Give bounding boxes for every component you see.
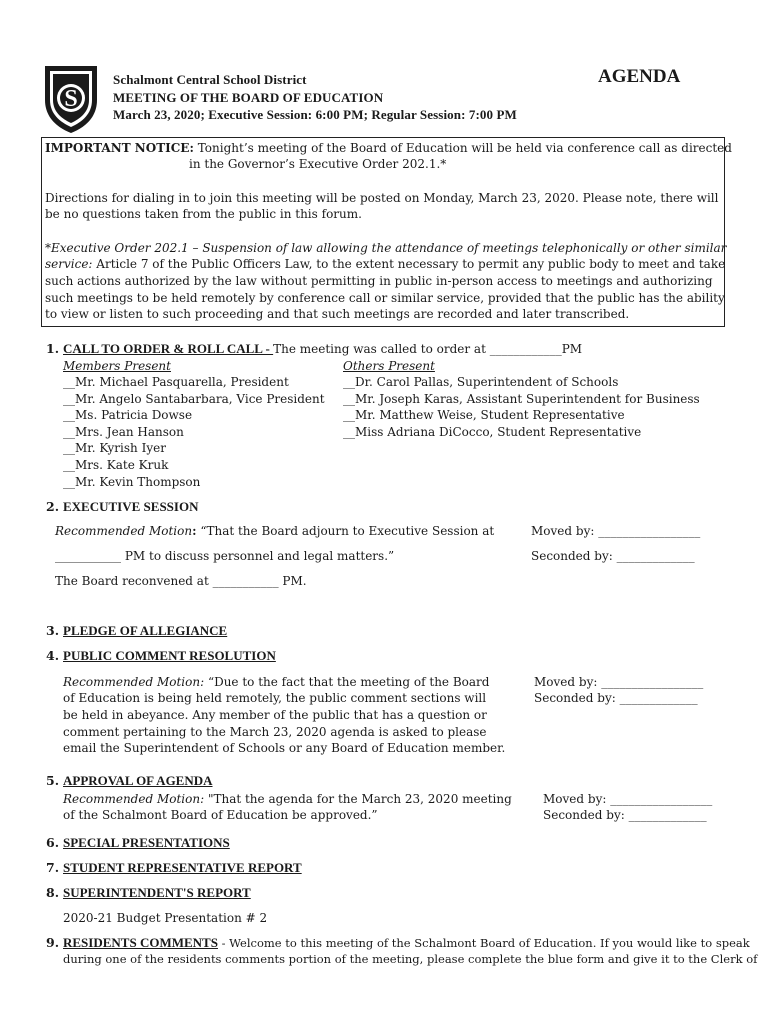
item-1-heading: CALL TO ORDER & ROLL CALL - The meeting was called to order at ____________PM xyxy=(63,341,583,356)
item-6-number: 6. xyxy=(46,835,60,850)
item-4-motion-line-3: be held in abeyance. Any member of the public that has a question or xyxy=(63,708,487,722)
item-2-moved-by: Moved by: _________________ xyxy=(531,524,701,538)
notice-directions-1: Directions for dialing in to join this meeting will be posted on Monday, March 23, 2020. Please note, there will xyxy=(45,191,719,205)
meeting-date-line: March 23, 2020; Executive Session: 6:00 PM; Regular Session: 7:00 PM xyxy=(113,107,517,122)
item-5-title: APPROVAL OF AGENDA xyxy=(63,773,213,788)
agenda-label: AGENDA xyxy=(598,66,681,87)
other-row: __Mr. Matthew Weise, Student Representative xyxy=(343,408,625,422)
district-shield-logo xyxy=(40,60,102,134)
notice-line-1: IMPORTANT NOTICE: Tonight’s meeting of the Board of Education will be held via conference call as directed xyxy=(45,141,732,155)
item-4-seconded-by: Seconded by: _____________ xyxy=(534,691,698,705)
others-present-heading: Others Present xyxy=(343,359,435,373)
item-9-line-1: RESIDENTS COMMENTS - Welcome to this meeting of the Schalmont Board of Education. If you would like to speak xyxy=(63,935,750,950)
item-2-number: 2. xyxy=(46,499,60,514)
executive-order-line-3: such actions authorized by the law without permitting in public in-person access to meetings and authorizing xyxy=(45,274,713,288)
member-row: __Mr. Kevin Thompson xyxy=(63,475,201,489)
item-3-title: PLEDGE OF ALLEGIANCE xyxy=(63,623,228,638)
item-5-motion-line-2: of the Schalmont Board of Education be approved.” xyxy=(63,808,378,822)
notice-line-2: in the Governor’s Executive Order 202.1.* xyxy=(189,157,447,171)
item-5-moved-by: Moved by: _________________ xyxy=(543,792,713,806)
notice-label: IMPORTANT NOTICE: xyxy=(45,141,194,155)
item-4-motion-line-4: comment pertaining to the March 23, 2020 agenda is asked to please xyxy=(63,725,487,739)
item-6-title: SPECIAL PRESENTATIONS xyxy=(63,835,230,850)
item-8-subitem: 2020-21 Budget Presentation # 2 xyxy=(63,911,268,925)
item-4-motion-line-2: of Education is being held remotely, the public comment sections will xyxy=(63,691,487,705)
member-row: __Ms. Patricia Dowse xyxy=(63,408,193,422)
item-5-number: 5. xyxy=(46,773,60,788)
item-5-seconded-by: Seconded by: _____________ xyxy=(543,808,707,822)
item-4-moved-by: Moved by: _________________ xyxy=(534,675,704,689)
item-2-reconvened: The Board reconvened at ___________ PM. xyxy=(55,574,307,588)
executive-order-line-5: to view or listen to such proceeding and that such meetings are recorded and later transcribed. xyxy=(45,307,630,321)
item-7-number: 7. xyxy=(46,860,60,875)
item-4-number: 4. xyxy=(46,648,60,663)
item-9-line-2: during one of the residents comments portion of the meeting, please complete the blue form and give it to the Clerk of xyxy=(63,952,758,966)
member-row: __Mrs. Kate Kruk xyxy=(63,458,169,472)
executive-order-line-4: such meetings to be held remotely by conference call or similar service, provided that the public has the ability xyxy=(45,291,725,305)
svg-text:S: S xyxy=(64,86,78,112)
executive-order-line-1: *Executive Order 202.1 – Suspension of law allowing the attendance of meetings telephonically or other similar xyxy=(45,241,727,255)
other-row: __Dr. Carol Pallas, Superintendent of Schools xyxy=(343,375,619,389)
member-row: __Mr. Angelo Santabarbara, Vice President xyxy=(63,392,325,406)
item-2-seconded-by: Seconded by: _____________ xyxy=(531,549,695,563)
item-4-title: PUBLIC COMMENT RESOLUTION xyxy=(63,648,276,663)
member-row: __Mr. Michael Pasquarella, President xyxy=(63,375,289,389)
item-2-motion-line-2: ___________ PM to discuss personnel and legal matters.” xyxy=(55,549,395,563)
item-3-number: 3. xyxy=(46,623,60,638)
member-row: __Mr. Kyrish Iyer xyxy=(63,441,166,455)
executive-order-line-2: service: Article 7 of the Public Officers Law, to the extent necessary to permit any public body to meet and take xyxy=(45,257,726,271)
district-name: Schalmont Central School District xyxy=(113,72,307,87)
meeting-title: MEETING OF THE BOARD OF EDUCATION xyxy=(113,90,384,105)
notice-directions-2: be no questions taken from the public in this forum. xyxy=(45,207,362,221)
other-row: __Miss Adriana DiCocco, Student Representative xyxy=(343,425,642,439)
other-row: __Mr. Joseph Karas, Assistant Superintendent for Business xyxy=(343,392,700,406)
item-1-number: 1. xyxy=(46,341,60,356)
member-row: __Mrs. Jean Hanson xyxy=(63,425,184,439)
item-4-motion-line-1: Recommended Motion: “Due to the fact that the meeting of the Board xyxy=(63,675,490,689)
item-8-number: 8. xyxy=(46,885,60,900)
item-2-title: EXECUTIVE SESSION xyxy=(63,499,199,514)
item-9-number: 9. xyxy=(46,935,60,950)
item-7-title: STUDENT REPRESENTATIVE REPORT xyxy=(63,860,302,875)
item-4-motion-line-5: email the Superintendent of Schools or any Board of Education member. xyxy=(63,741,506,755)
item-8-title: SUPERINTENDENT'S REPORT xyxy=(63,885,251,900)
members-present-heading: Members Present xyxy=(63,359,171,373)
item-2-motion-line-1: Recommended Motion: “That the Board adjourn to Executive Session at xyxy=(55,524,495,538)
item-5-motion-line-1: Recommended Motion: "That the agenda for the March 23, 2020 meeting xyxy=(63,792,512,806)
